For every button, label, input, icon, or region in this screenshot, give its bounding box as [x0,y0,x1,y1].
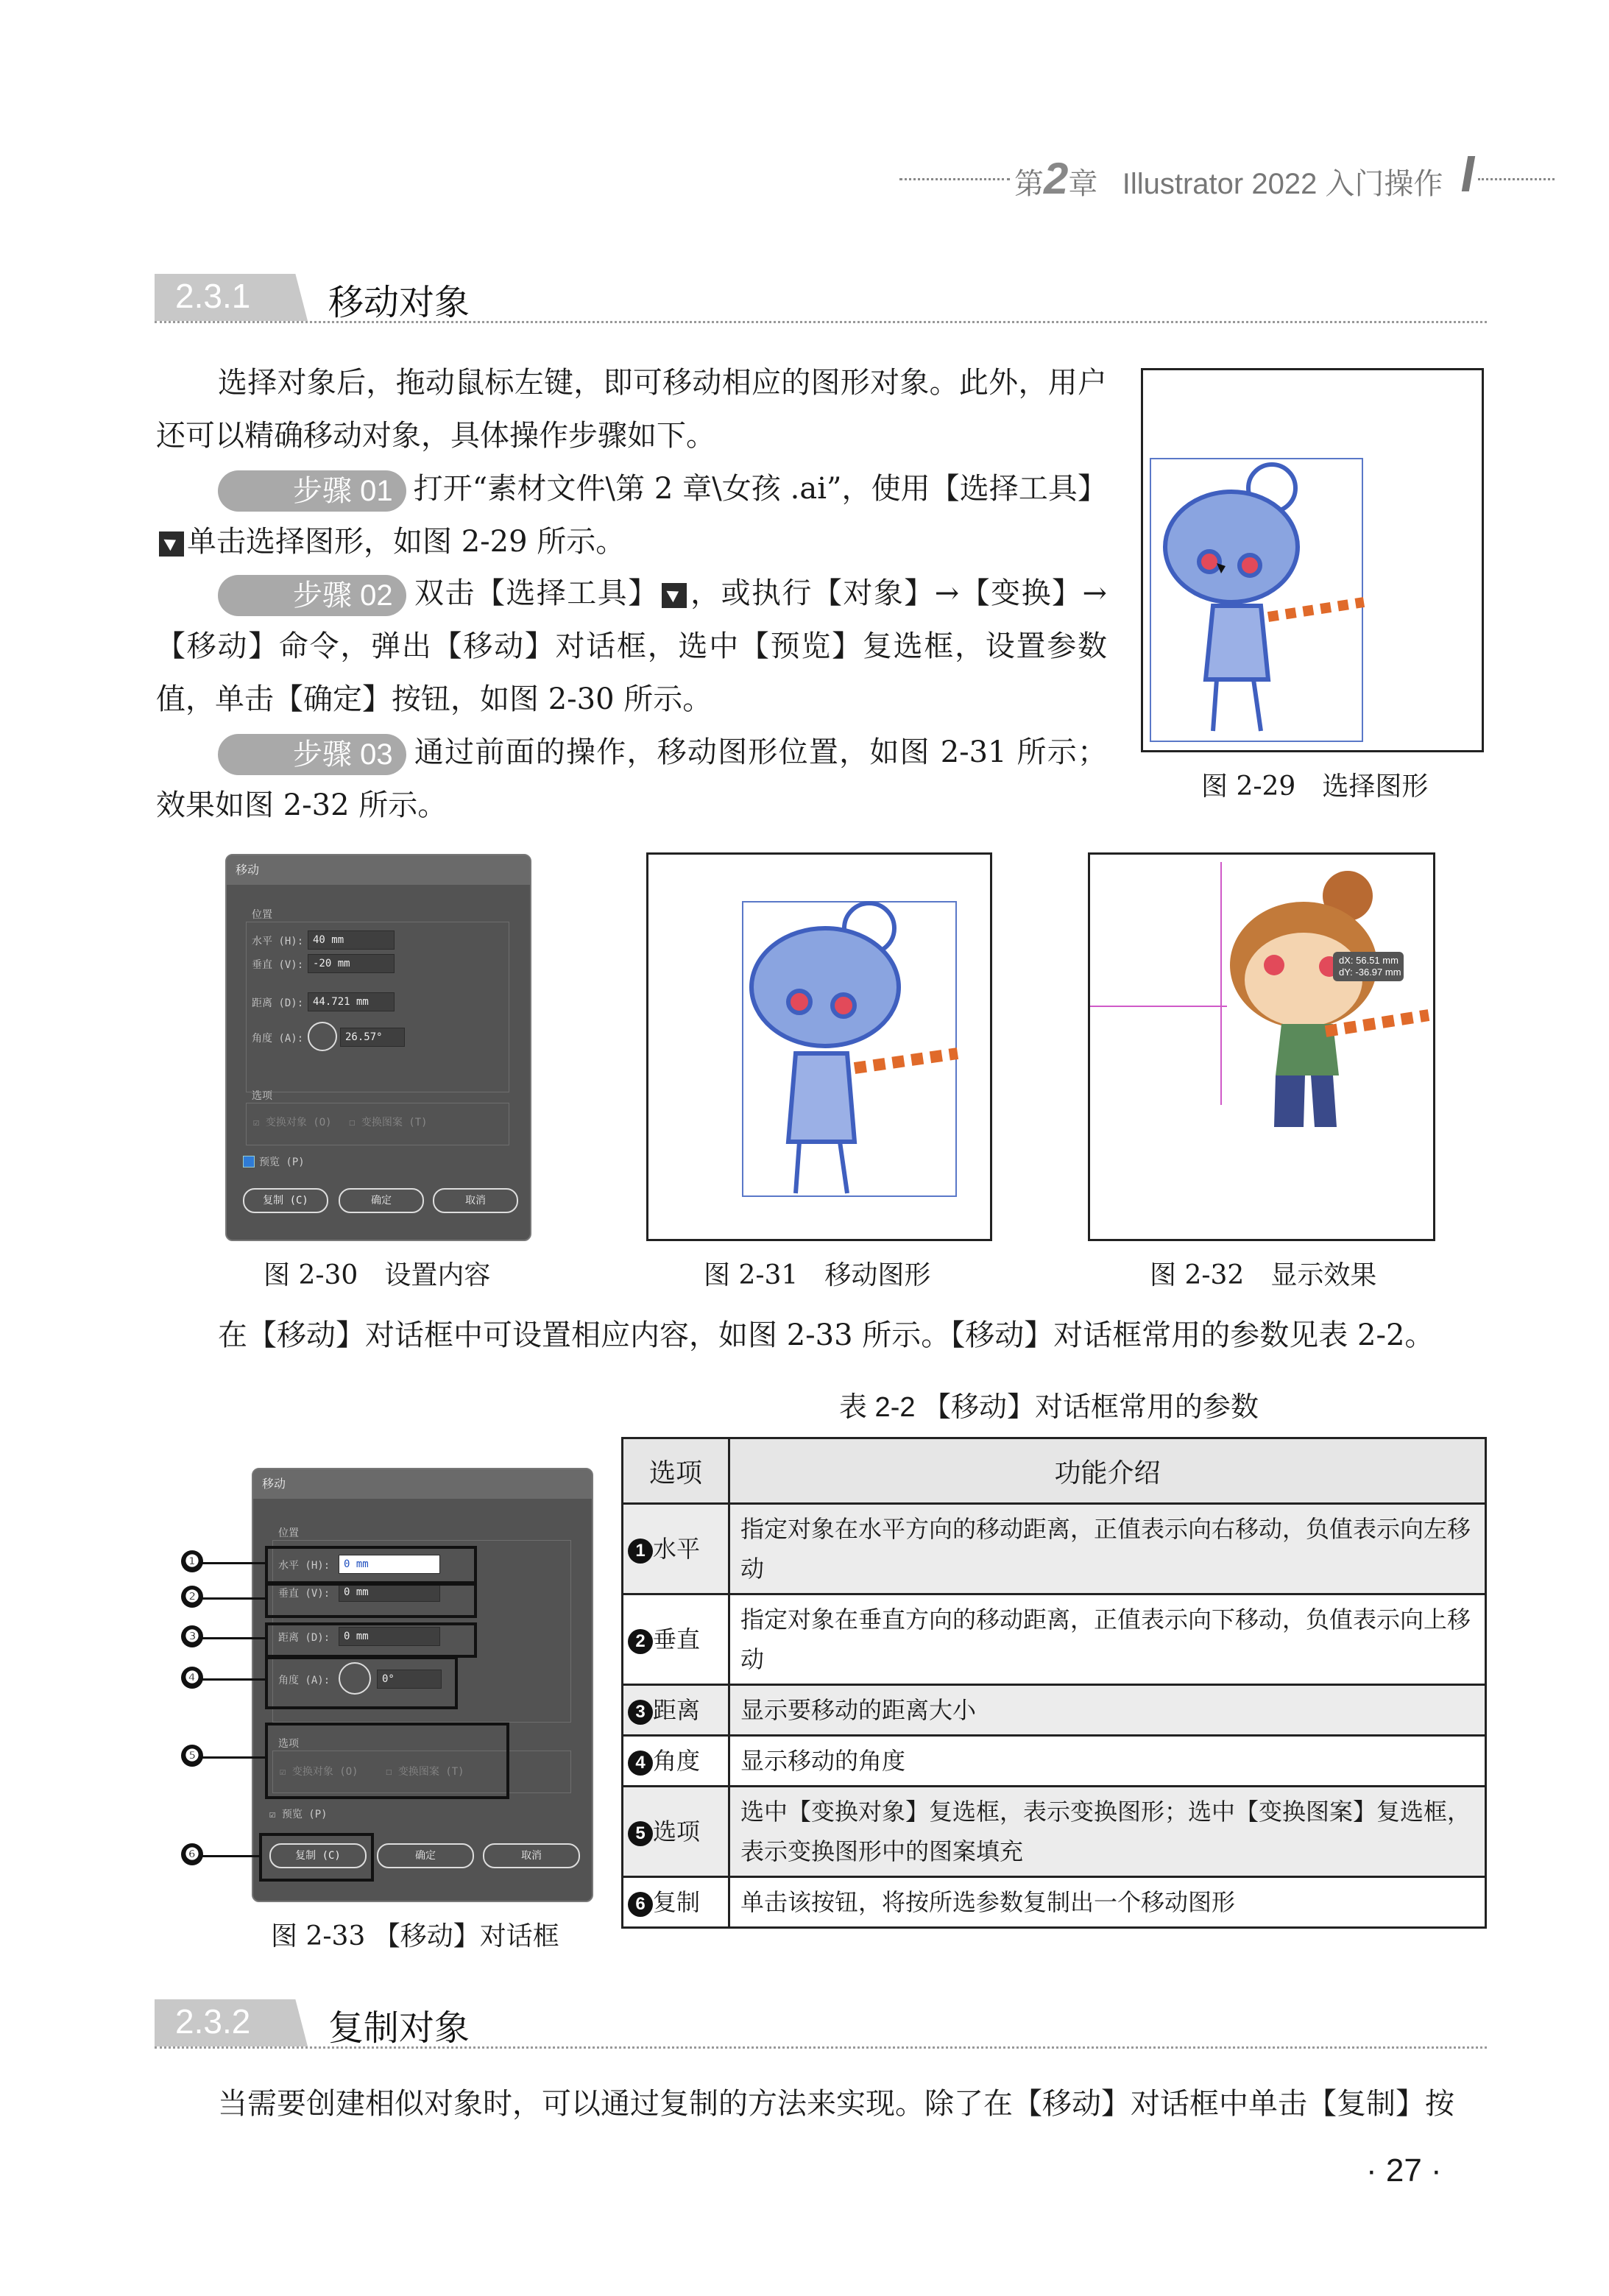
option-cell [623,1594,729,1685]
selection-tool-icon [662,583,687,608]
table-header-row [623,1438,1486,1504]
ok-button[interactable]: 确定 [377,1843,474,1868]
callout-line-6 [199,1855,259,1857]
table-row [623,1787,1486,1877]
step-text: 打开“素材文件\第 2 章\女孩 .ai”，使用【选择工具】 [413,472,1107,506]
angle-label: 角度 (A): [252,1033,304,1045]
callout-line-5 [199,1756,265,1759]
row-number: 4 [628,1751,653,1776]
girl-moved-illustration [648,855,990,1239]
options-group-label: 选项 [278,1738,299,1750]
params-table [621,1437,1487,1929]
vertical-label: 垂直 (V): [252,959,304,971]
callout-label-1: ❶ [181,1550,203,1572]
transform-patterns-checkbox[interactable]: ☐ 变换图案 (T) [386,1766,464,1778]
figure-2-32 [1088,852,1435,1241]
options-group-label: 选项 [252,1090,272,1102]
dy-readout: dY: -36.97 mm [1339,967,1401,978]
description-cell: 指定对象在水平方向的移动距离，正值表示向右移动，负值表示向左移动 [729,1504,1486,1594]
table-row [623,1685,1486,1736]
horizontal-field[interactable]: 0 mm [339,1555,440,1574]
cancel-button[interactable]: 取消 [483,1843,580,1868]
girl-selected-illustration [1143,370,1482,750]
girl-result-illustration [1090,855,1433,1239]
callout-line-2 [199,1597,265,1600]
figure-2-31-caption: 图 2-31 移动图形 [704,1260,931,1290]
row-number: 6 [628,1892,653,1917]
horizontal-label: 水平 (H): [252,936,304,947]
callout-label-6: ❻ [181,1843,203,1865]
chapter-prefix: 第 [1014,168,1044,200]
transform-objects-checkbox[interactable]: ☑ 变换对象 (O) [280,1766,358,1778]
callout-label-5: ❺ [181,1745,203,1767]
step-02 [156,567,1107,726]
dialog-title: 移动 [253,1469,592,1499]
section-number: 2.3.1 [175,277,251,315]
section-title: 复制对象 [328,2009,470,2048]
horizontal-label: 水平 (H): [278,1560,330,1572]
vertical-field[interactable]: -20 mm [308,954,395,973]
table-header: 功能介绍 [729,1438,1486,1504]
callout-line-4 [199,1678,265,1681]
preview-label: 预览 (P) [281,1809,328,1820]
table-row [623,1594,1486,1685]
callout-label-4: ❹ [181,1667,203,1689]
description-cell: 指定对象在垂直方向的移动距离，正值表示向下移动，负值表示向上移动 [729,1594,1486,1685]
page-number: · 27 · [1366,2152,1442,2189]
dialog-title: 移动 [227,855,530,885]
transform-patterns-checkbox[interactable]: ☐ 变换图案 (T) [349,1117,428,1128]
figure-2-29 [1141,368,1484,752]
distance-field[interactable]: 0 mm [339,1627,440,1646]
cancel-button[interactable]: 取消 [433,1188,518,1213]
header-rule-left [899,178,1010,180]
figure-2-29-caption: 图 2-29 选择图形 [1201,771,1429,802]
transform-patterns-label: 变换图案 (T) [361,1117,428,1128]
callout-label-2: ❷ [181,1586,203,1608]
table-caption: 表 2-2 【移动】对话框常用的参数 [839,1392,1259,1423]
option-cell [623,1877,729,1928]
distance-label: 距离 (D): [278,1632,330,1644]
mid-paragraph: 在【移动】对话框中可设置相应内容，如图 2-33 所示。【移动】对话框常用的参数见表 2-2。 [218,1318,1435,1352]
header-rule-right [1478,178,1555,180]
option-cell [623,1736,729,1787]
section-number: 2.3.2 [175,2002,251,2041]
callout-box-6 [259,1833,374,1882]
horizontal-field[interactable]: 40 mm [308,930,395,950]
option-cell [623,1787,729,1877]
vertical-label: 垂直 (V): [278,1588,330,1600]
chapter-title: Illustrator 2022 入门操作 [1122,168,1443,200]
section-rule [155,321,1487,323]
callout-box-3 [265,1622,477,1658]
preview-checkbox[interactable] [243,1156,255,1168]
transform-objects-checkbox[interactable]: ☑ 变换对象 (O) [253,1117,332,1128]
chapter-number: 2 [1044,154,1069,203]
step-label: 步骤 03 [218,734,406,775]
distance-label: 距离 (D): [252,997,304,1009]
callout-box-2 [265,1583,477,1618]
option-name: 角度 [653,1747,701,1775]
option-name: 水平 [653,1535,701,1563]
angle-label: 角度 (A): [278,1675,330,1686]
step-label: 步骤 01 [218,470,406,512]
option-cell [623,1504,729,1594]
running-header [1014,153,1443,204]
callout-label-3: ❸ [181,1625,203,1647]
preview-label: 预览 (P) [259,1156,305,1168]
dx-readout: dX: 56.51 mm [1339,955,1398,966]
transform-objects-label: 变换对象 (O) [265,1117,332,1128]
row-number: 5 [628,1821,653,1846]
step-01 [156,462,1107,568]
option-cell [623,1685,729,1736]
table-row [623,1504,1486,1594]
angle-field[interactable]: 26.57° [340,1028,405,1047]
row-number: 3 [628,1700,653,1725]
angle-field[interactable]: 0° [377,1670,442,1689]
angle-dial[interactable] [308,1022,337,1051]
figure-2-32-caption: 图 2-32 显示效果 [1150,1260,1377,1290]
callout-box-5 [265,1723,509,1799]
step-03 [156,726,1107,832]
option-name: 距离 [653,1696,701,1724]
step-text: 通过前面的操作，移动图形位置，如图 2-31 所示；效果如图 2-32 所示。 [156,735,1107,822]
table-header: 选项 [623,1438,729,1504]
description-cell: 单击该按钮，将按所选参数复制出一个移动图形 [729,1877,1486,1928]
table-row [623,1877,1486,1928]
description-cell: 显示要移动的距离大小 [729,1685,1486,1736]
vertical-field[interactable]: 0 mm [339,1583,440,1602]
distance-field[interactable]: 44.721 mm [308,992,395,1011]
copy-button[interactable]: 复制 (C) [243,1188,328,1213]
option-name: 选项 [653,1818,701,1845]
step-label: 步骤 02 [218,575,406,616]
preview-checkbox[interactable]: ☑ 预览 (P) [269,1809,328,1820]
figure-2-31 [646,852,992,1241]
selection-tool-icon [159,531,184,557]
callout-line-1 [199,1562,265,1564]
option-name: 垂直 [653,1625,701,1653]
callout-line-3 [199,1637,265,1639]
callout-box-4 [265,1656,458,1709]
row-number: 2 [628,1629,653,1654]
section-title: 移动对象 [328,283,470,322]
step-text: ，或执行【对象】→【变换】→【移动】命令，弹出【移动】对话框，选中【预览】复选框，设置参数值，单击【确定】按钮，如图 2-30 所示。 [156,576,1108,716]
header-bar [1462,156,1475,191]
move-dialog-fig30 [225,854,531,1241]
transform-patterns-label: 变换图案 (T) [397,1766,464,1778]
position-group-label: 位置 [252,909,272,921]
section-rule [155,2046,1487,2049]
callout-box-1 [265,1546,477,1584]
option-name: 复制 [653,1888,701,1916]
step-text: 单击选择图形，如图 2-29 所示。 [187,525,626,559]
position-group-label: 位置 [278,1527,299,1539]
figure-2-33-caption: 图 2-33 【移动】对话框 [271,1921,559,1951]
intro-paragraph: 选择对象后，拖动鼠标左键，即可移动相应的图形对象。此外，用户还可以精确移动对象，具体操作步骤如下。 [156,366,1107,453]
copy-button[interactable]: 复制 (C) [269,1843,367,1868]
transform-objects-label: 变换对象 (O) [291,1766,358,1778]
table-row [623,1736,1486,1787]
last-paragraph: 当需要创建相似对象时，可以通过复制的方法来实现。除了在【移动】对话框中单击【复制】按 [218,2087,1454,2121]
row-number: 1 [628,1539,653,1564]
description-cell: 选中【变换对象】复选框，表示变换图形；选中【变换图案】复选框，表示变换图形中的图案填充 [729,1787,1486,1877]
chapter-suffix: 章 [1068,168,1098,200]
move-readout [1339,955,1401,978]
ok-button[interactable]: 确定 [339,1188,424,1213]
figure-2-30-caption: 图 2-30 设置内容 [264,1260,491,1290]
description-cell: 显示移动的角度 [729,1736,1486,1787]
step-text: 双击【选择工具】 [413,576,659,610]
